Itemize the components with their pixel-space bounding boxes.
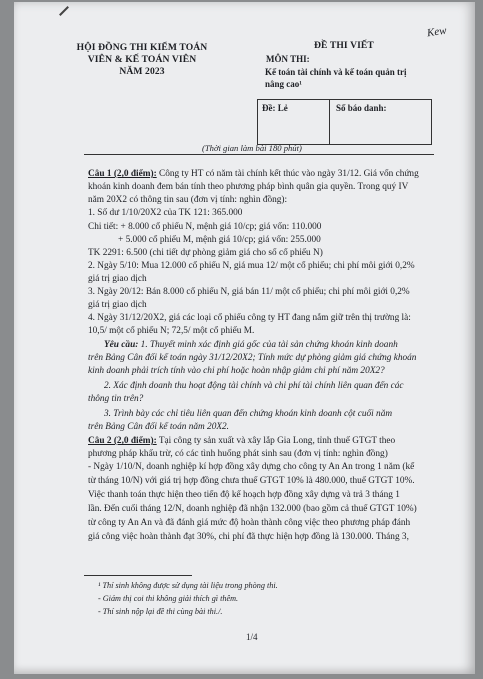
body-line: 4. Ngày 31/12/20X2, giá các loại cổ phiếu công ty HT đang nắm giữ trên thị trường là: — [88, 313, 411, 323]
body-line: năm 20X2 có thông tin sau (đơn vị tính: nghìn đồng): — [88, 195, 288, 205]
subject-name-line-2: nâng cao¹ — [265, 79, 302, 89]
body-line: từ tháng 10/N) với giá trị hợp đồng chưa thuế GTGT 10% là 480.000, thuế GTGT 10%. — [88, 476, 415, 486]
body-line: 1. Số dư 1/10/20X2 của TK 121: 365.000 — [88, 208, 243, 218]
question-heading: Câu 1 (2,0 điểm): — [88, 169, 157, 179]
body-line: giá trị giao dịch — [88, 274, 147, 284]
footnote-2: - Giám thị coi thi không giải thích gì thêm. — [98, 594, 239, 603]
exam-type-title: ĐỀ THI VIẾT — [314, 40, 374, 51]
header-divider — [84, 154, 434, 155]
candidate-number-label: Số báo danh: — [336, 103, 387, 113]
body-line: phương pháp khấu trừ, có các tình huống phát sinh sau (đơn vị tính: nghìn đồng) — [88, 449, 388, 459]
body-line: trên Bảng Cân đối kế toán năm 20X2. — [88, 422, 229, 432]
question-heading: Câu 2 (2,0 điểm): — [88, 436, 157, 446]
body-line: - Ngày 1/10/N, doanh nghiệp kí hợp đồng xây dựng cho công ty An An trong 1 năm (kể — [88, 462, 415, 472]
time-note: (Thời gian làm bài 180 phút) — [202, 143, 302, 153]
footnote-divider — [84, 575, 192, 576]
exam-year: NĂM 2023 — [119, 66, 165, 77]
handwritten-signature: Kew — [426, 24, 448, 40]
council-title-line-1: HỘI ĐỒNG THI KIỂM TOÁN — [76, 42, 208, 53]
body-line: giá trị giao dịch — [88, 300, 147, 310]
body-line: từ công ty An An và đã đánh giá mức độ hoàn thành công việc theo phương pháp đánh — [88, 518, 411, 528]
body-line: thông tin trên? — [88, 394, 144, 404]
body-line: giá công việc hoàn thành đạt 30%, chi phí đã thực hiện hợp đồng là 130.000. Tháng 3, — [88, 532, 409, 542]
body-line: 10,5/ một cổ phiếu N; 72,5/ một cổ phiếu M. — [88, 326, 255, 336]
requirements-label: Yêu cầu: — [104, 340, 139, 350]
body-line: + 5.000 cổ phiếu M, mệnh giá 10/cp; giá vốn: 255.000 — [118, 235, 321, 245]
body-line: 2. Ngày 5/10: Mua 12.000 cổ phiếu N, giá mua 12/ một cổ phiếu; chi phí môi giới 0,2% — [88, 261, 415, 271]
body-line: 3. Trình bày các chỉ tiêu liên quan đến chứng khoán kinh doanh cột cuối năm — [104, 409, 393, 419]
body-line: Yêu cầu: 1. Thuyết minh xác định giá gốc của tài sản chứng khoán kinh doanh — [104, 340, 398, 350]
box-divider — [329, 99, 330, 144]
body-line: lần. Đến cuối tháng 12/N, doanh nghiệp đã nhận 132.000 (bao gồm cả thuế GTGT 10%) — [88, 504, 417, 514]
page-number: 1/4 — [246, 632, 258, 642]
body-line: 2. Xác định doanh thu hoạt động tài chính và chi phí tài chính liên quan đến các — [104, 381, 404, 391]
exam-code-label: Đề: Lẻ — [262, 103, 288, 113]
body-line: trên Bảng Cân đối kế toán ngày 31/12/20X2; Tính mức dự phòng giảm giá chứng khoán — [88, 353, 417, 363]
footnote-3: - Thí sinh nộp lại đề thi cùng bài thi./. — [98, 607, 223, 616]
body-line: 3. Ngày 20/12: Bán 8.000 cổ phiếu N, giá bán 11/ một cổ phiếu; chi phí môi giới 0,2% — [88, 287, 410, 297]
body-line: Việc thanh toán thực hiện theo tiến độ kế hoạch hợp đồng xây dựng và trả 3 tháng 1 — [88, 490, 400, 500]
body-line: Câu 2 (2,0 điểm): Tại công ty sản xuất và xây lắp Gia Long, tỉnh thuế GTGT theo — [88, 436, 396, 446]
subject-name-line-1: Kế toán tài chính và kế toán quản trị — [265, 67, 407, 77]
exam-paper — [14, 2, 475, 674]
body-line: khoán kinh doanh đem bán tính theo phương pháp bình quân gia quyền. Trong quý IV — [88, 182, 409, 192]
council-title-line-2: VIÊN & KẾ TOÁN VIÊN — [87, 54, 197, 65]
subject-label: MÔN THI: — [266, 54, 310, 64]
body-line: Chi tiết: + 8.000 cổ phiếu N, mệnh giá 10/cp; giá vốn: 110.000 — [88, 222, 322, 232]
footnote-1: ¹ Thí sinh không được sử dụng tài liệu trong phòng thi. — [98, 581, 278, 590]
body-line: TK 2291: 6.500 (chi tiết dự phòng giảm giá cho số cổ phiếu N) — [88, 248, 323, 258]
body-line: Câu 1 (2,0 điểm): Công ty HT có năm tài chính kết thúc vào ngày 31/12. Giá vốn chứng — [88, 169, 419, 179]
pen-mark — [59, 6, 69, 16]
body-line: kinh doanh phải trích tính vào chi phí hoặc hoàn nhập giảm chi phí năm 20X2? — [88, 366, 385, 376]
